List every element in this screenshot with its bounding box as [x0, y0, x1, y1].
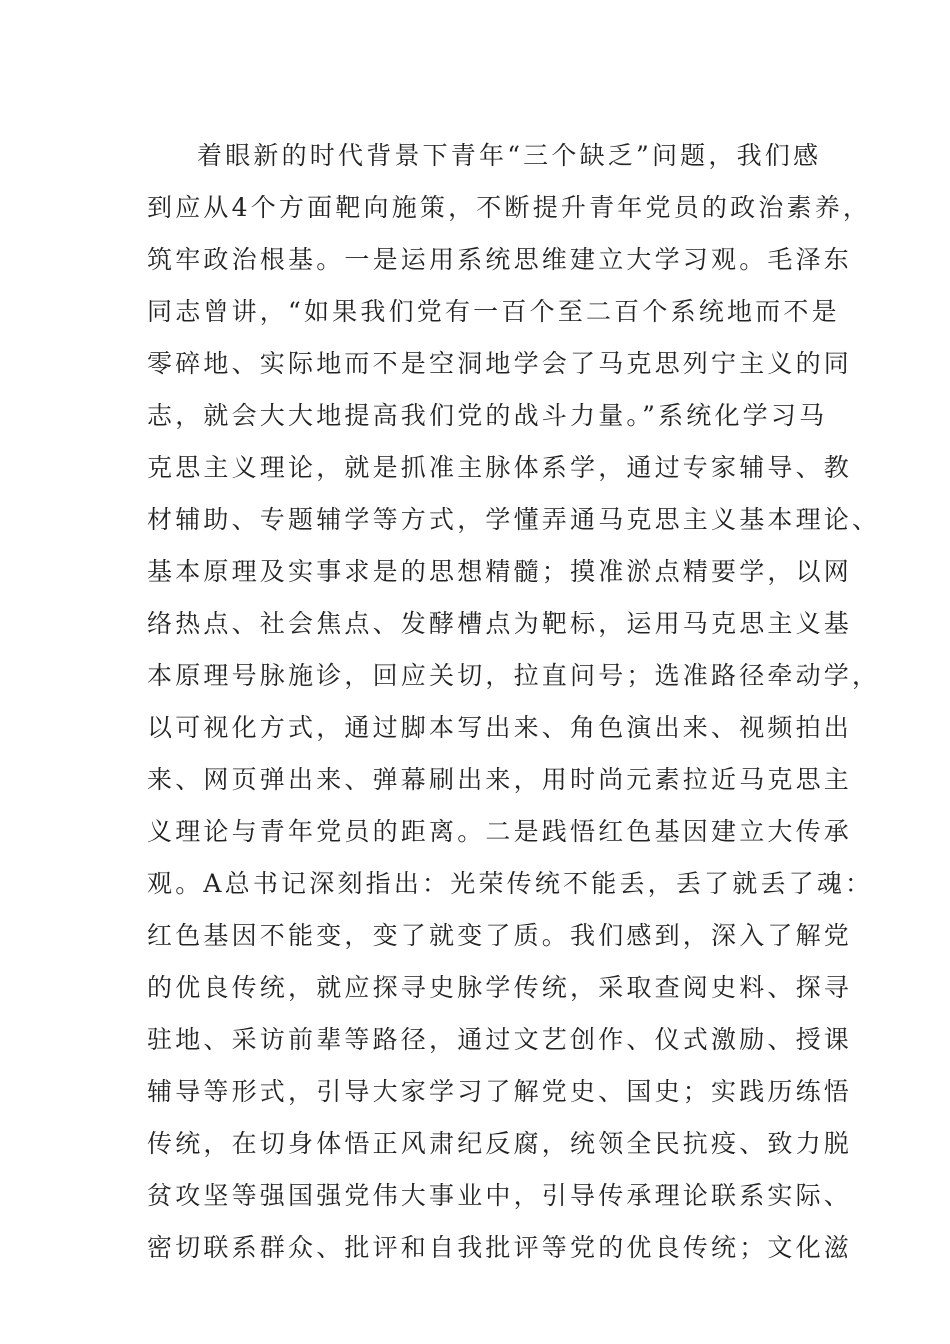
- text-line: 络热点、社会焦点、发酵槽点为靶标，运用马克思主义基: [147, 609, 853, 638]
- text-line: 贫攻坚等强国强党伟大事业中，引导传承理论联系实际、: [147, 1181, 853, 1210]
- text-line: 志，就会大大地提高我们党的战斗力量。”系统化学习马: [147, 401, 828, 430]
- text-line: 观。A总书记深刻指出：光荣传统不能丢，丢了就丢了魂：: [147, 869, 874, 898]
- text-line: 红色基因不能变，变了就变了质。我们感到，深入了解党: [147, 921, 853, 950]
- text-line: 零碎地、实际地而不是空洞地学会了马克思列宁主义的同: [147, 349, 853, 378]
- text-line: 筑牢政治根基。一是运用系统思维建立大学习观。毛泽东: [147, 245, 853, 274]
- text-line: 来、网页弹出来、弹幕刷出来，用时尚元素拉近马克思主: [147, 765, 853, 794]
- text-line: 克思主义理论，就是抓准主脉体系学，通过专家辅导、教: [147, 453, 853, 482]
- text-line: 义理论与青年党员的距离。二是践悟红色基因建立大传承: [147, 817, 853, 846]
- text-line: 驻地、采访前辈等路径，通过文艺创作、仪式激励、授课: [147, 1025, 853, 1054]
- text-line: 材辅助、专题辅学等方式，学懂弄通马克思主义基本理论、: [147, 505, 881, 534]
- text-line: 基本原理及实事求是的思想精髓；摸准淤点精要学，以网: [147, 557, 853, 586]
- text-line: 的优良传统，就应探寻史脉学传统，采取查阅史料、探寻: [147, 973, 853, 1002]
- text-line: 同志曾讲，“如果我们党有一百个至二百个系统地而不是: [147, 297, 840, 326]
- text-line: 辅导等形式，引导大家学习了解党史、国史；实践历练悟: [147, 1077, 853, 1106]
- text-line: 密切联系群众、批评和自我批评等党的优良传统；文化滋: [147, 1233, 853, 1262]
- text-line: 本原理号脉施诊，回应关切，拉直问号；选准路径牵动学，: [147, 661, 881, 690]
- text-line: 着眼新的时代背景下青年“三个缺乏”问题，我们感: [197, 141, 822, 170]
- text-line: 以可视化方式，通过脚本写出来、角色演出来、视频拍出: [147, 713, 853, 742]
- text-line: 传统，在切身体悟正风肃纪反腐，统领全民抗疫、致力脱: [147, 1129, 853, 1158]
- text-line: 到应从4个方面靶向施策，不断提升青年党员的政治素养，: [147, 193, 872, 222]
